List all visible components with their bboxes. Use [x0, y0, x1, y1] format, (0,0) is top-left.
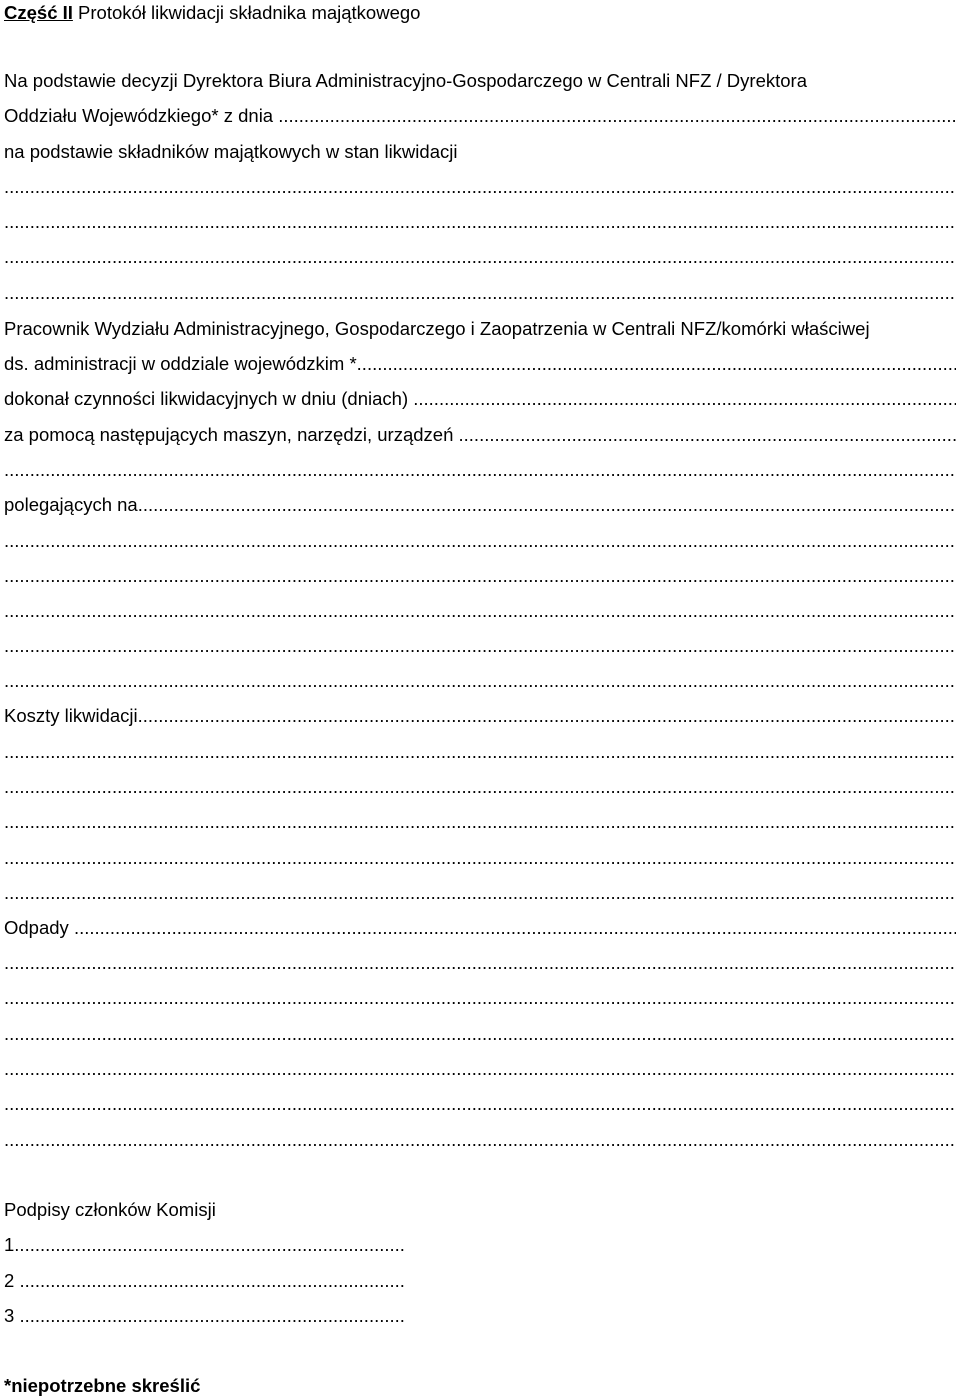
intro-line-2: [4, 103, 956, 129]
worker-field[interactable]: [357, 351, 956, 377]
dotted-line: [4, 845, 956, 871]
assets-field-1[interactable]: [4, 174, 956, 200]
worker-line-1: [4, 316, 956, 342]
consisting-line: [4, 492, 956, 518]
consisting-field-4[interactable]: [4, 598, 956, 624]
decision-date-field[interactable]: [278, 103, 956, 129]
dotted-line: [4, 1127, 956, 1153]
assets-field-3[interactable]: [4, 244, 956, 270]
costs-field-6[interactable]: [4, 880, 956, 906]
intro-text-1: Na podstawie decyzji Dyrektora Biura Administracyjno-Gospodarczego w Centrali NFZ / Dyrektora: [4, 70, 807, 91]
consisting-field-2[interactable]: [4, 528, 956, 554]
dotted-line: [4, 1091, 956, 1117]
costs-field-3[interactable]: [4, 774, 956, 800]
waste-line: [4, 915, 956, 941]
costs-field-5[interactable]: [4, 845, 956, 871]
consisting-label: polegających na: [4, 494, 138, 515]
waste-field[interactable]: [74, 915, 956, 941]
signature-field-1[interactable]: [14, 1232, 406, 1258]
consisting-field-6[interactable]: [4, 668, 956, 694]
dotted-line: [4, 457, 956, 483]
footnote-line: [4, 1373, 956, 1399]
dotted-line: [4, 985, 956, 1011]
signature-number-1: 1: [4, 1234, 15, 1255]
dotted-line: [4, 950, 956, 976]
dotted-line: [4, 244, 956, 270]
waste-field-6[interactable]: [4, 1091, 956, 1117]
liquidation-days-field[interactable]: [413, 386, 956, 412]
signature-field-3[interactable]: [19, 1303, 406, 1329]
costs-field-4[interactable]: [4, 809, 956, 835]
signature-line-2: [4, 1268, 406, 1294]
waste-field-3[interactable]: [4, 985, 956, 1011]
worker-line-4: [4, 422, 956, 448]
consisting-field-5[interactable]: [4, 633, 956, 659]
costs-line: [4, 703, 956, 729]
machines-field[interactable]: [459, 422, 956, 448]
signature-number-3: 3: [4, 1305, 20, 1326]
worker-line-2: [4, 351, 956, 377]
costs-field[interactable]: [138, 703, 956, 729]
signatures-title: Podpisy członków Komisji: [4, 1199, 216, 1220]
worker-text-2: ds. administracji w oddziale wojewódzkim *: [4, 353, 357, 374]
intro-line-1: [4, 68, 956, 94]
signatures-title-line: [4, 1197, 956, 1223]
dotted-line: [4, 598, 956, 624]
waste-field-4[interactable]: [4, 1021, 956, 1047]
dotted-line: [4, 774, 956, 800]
intro-line-3: [4, 139, 956, 165]
assets-field-2[interactable]: [4, 209, 956, 235]
dotted-line: [4, 280, 956, 306]
section-title: Protokół likwidacji składnika majątkowego: [72, 2, 421, 23]
costs-field-2[interactable]: [4, 739, 956, 765]
costs-label: Koszty likwidacji: [4, 705, 138, 726]
dotted-line: [4, 633, 956, 659]
signature-field-2[interactable]: [19, 1268, 406, 1294]
dotted-line: [4, 1056, 956, 1082]
dotted-line: [4, 563, 956, 589]
signature-line-3: [4, 1303, 406, 1329]
waste-field-7[interactable]: [4, 1127, 956, 1153]
decision-date-label: Oddziału Wojewódzkiego* z dnia: [4, 105, 279, 126]
worker-line-3: [4, 386, 956, 412]
worker-text-1: Pracownik Wydziału Administracyjnego, Gospodarczego i Zaopatrzenia w Centrali NFZ/komórki właściwej: [4, 318, 870, 339]
signature-number-2: 2: [4, 1270, 20, 1291]
dotted-line: [4, 809, 956, 835]
consisting-field-3[interactable]: [4, 563, 956, 589]
dotted-line: [4, 528, 956, 554]
consisting-field[interactable]: [138, 492, 956, 518]
section-label: Część II: [4, 2, 73, 23]
liquidation-days-label: dokonał czynności likwidacyjnych w dniu (dniach): [4, 388, 414, 409]
machines-field-2[interactable]: [4, 457, 956, 483]
assets-field-4[interactable]: [4, 280, 956, 306]
dotted-line: [4, 209, 956, 235]
machines-label: za pomocą następujących maszyn, narzędzi, urządzeń: [4, 424, 459, 445]
waste-label: Odpady: [4, 917, 74, 938]
page-header: [4, 0, 956, 26]
dotted-line: [4, 1021, 956, 1047]
signature-line-1: [4, 1232, 406, 1258]
waste-field-2[interactable]: [4, 950, 956, 976]
dotted-line: [4, 880, 956, 906]
dotted-line: [4, 174, 956, 200]
waste-field-5[interactable]: [4, 1056, 956, 1082]
dotted-line: [4, 739, 956, 765]
assets-label: na podstawie składników majątkowych w stan likwidacji: [4, 141, 458, 162]
footnote: *niepotrzebne skreślić: [4, 1375, 201, 1396]
dotted-line: [4, 668, 956, 694]
